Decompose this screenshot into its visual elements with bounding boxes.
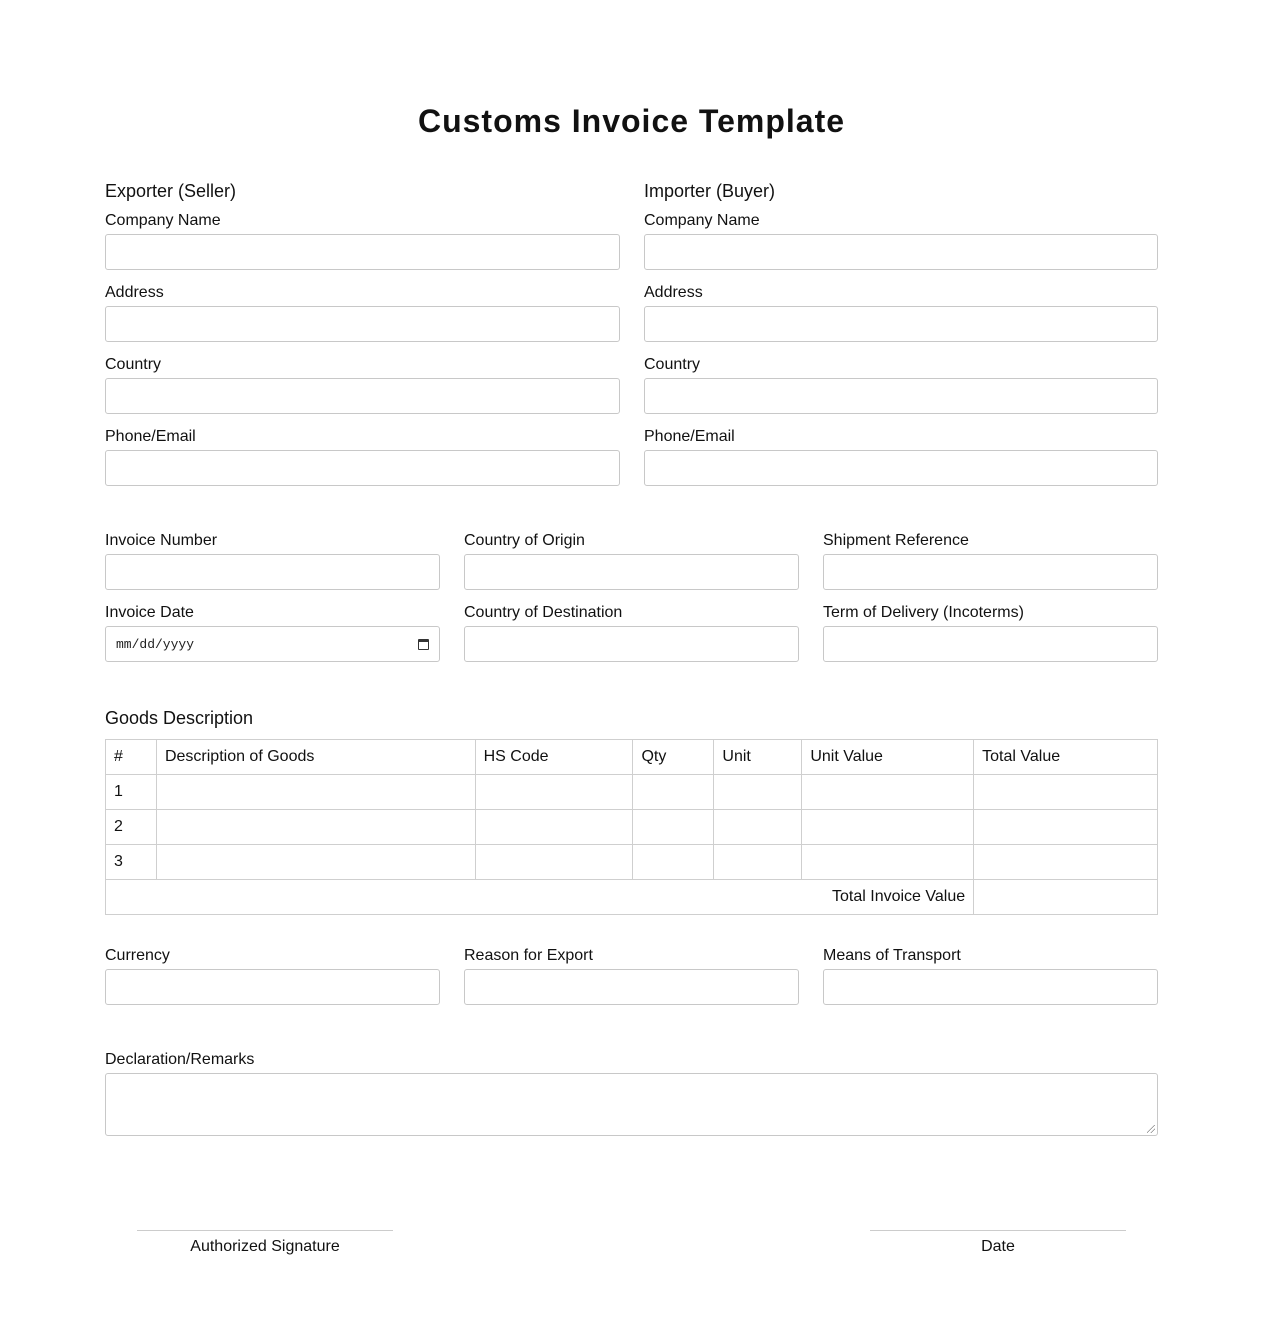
term-of-delivery-label: Term of Delivery (Incoterms) <box>823 604 1024 621</box>
exporter-heading: Exporter (Seller) <box>105 181 237 201</box>
total-invoice-value-label: Total Invoice Value <box>106 880 974 915</box>
exporter-address-label: Address <box>105 284 164 301</box>
cell-description[interactable] <box>156 810 475 845</box>
invoice-number-input[interactable] <box>105 554 440 590</box>
currency-input[interactable] <box>105 969 440 1005</box>
row-number: 2 <box>106 810 157 845</box>
col-header-unit: Unit <box>714 740 802 775</box>
cell-unit-value[interactable] <box>802 775 974 810</box>
row-number: 3 <box>106 845 157 880</box>
cell-qty[interactable] <box>633 845 714 880</box>
exporter-contact-input[interactable] <box>105 450 620 486</box>
declaration-textarea[interactable] <box>105 1073 1158 1136</box>
cell-total-value[interactable] <box>974 775 1158 810</box>
total-invoice-value-cell[interactable] <box>974 880 1158 915</box>
reason-for-export-input[interactable] <box>464 969 799 1005</box>
importer-country-label: Country <box>644 356 701 373</box>
resize-grip-icon[interactable] <box>1147 1125 1155 1133</box>
cell-qty[interactable] <box>633 775 714 810</box>
cell-total-value[interactable] <box>974 810 1158 845</box>
invoice-date-label: Invoice Date <box>105 604 194 621</box>
col-header-total-value: Total Value <box>974 740 1158 775</box>
importer-heading: Importer (Buyer) <box>644 181 776 201</box>
cell-unit-value[interactable] <box>802 810 974 845</box>
table-row <box>106 845 1158 880</box>
importer-address-input[interactable] <box>644 306 1158 342</box>
row-number: 1 <box>106 775 157 810</box>
shipment-reference-input[interactable] <box>823 554 1158 590</box>
table-row <box>106 775 1158 810</box>
invoice-date-input[interactable] <box>105 626 440 662</box>
invoice-date-placeholder: mm/dd/yyyy <box>116 636 195 652</box>
signature-line <box>137 1230 393 1231</box>
cell-description[interactable] <box>156 775 475 810</box>
cell-unit[interactable] <box>714 810 802 845</box>
term-of-delivery-input[interactable] <box>823 626 1158 662</box>
exporter-contact-label: Phone/Email <box>105 428 196 445</box>
means-of-transport-input[interactable] <box>823 969 1158 1005</box>
cell-hs-code[interactable] <box>475 845 633 880</box>
importer-contact-input[interactable] <box>644 450 1158 486</box>
shipment-reference-label: Shipment Reference <box>823 532 969 549</box>
cell-hs-code[interactable] <box>475 775 633 810</box>
signature-date-label: Date <box>981 1238 1015 1255</box>
currency-label: Currency <box>105 947 170 964</box>
exporter-address-input[interactable] <box>105 306 620 342</box>
total-row <box>106 880 1158 915</box>
importer-contact-label: Phone/Email <box>644 428 735 445</box>
calendar-icon[interactable] <box>418 639 429 650</box>
cell-unit[interactable] <box>714 775 802 810</box>
country-of-destination-input[interactable] <box>464 626 799 662</box>
declaration-label: Declaration/Remarks <box>105 1051 255 1068</box>
authorized-signature-label: Authorized Signature <box>190 1238 340 1255</box>
cell-hs-code[interactable] <box>475 810 633 845</box>
col-header-unit-value: Unit Value <box>802 740 974 775</box>
importer-address-label: Address <box>644 284 703 301</box>
col-header-hs-code: HS Code <box>475 740 633 775</box>
country-of-destination-label: Country of Destination <box>464 604 623 621</box>
cell-description[interactable] <box>156 845 475 880</box>
cell-unit[interactable] <box>714 845 802 880</box>
cell-qty[interactable] <box>633 810 714 845</box>
table-row <box>106 810 1158 845</box>
country-of-origin-input[interactable] <box>464 554 799 590</box>
goods-heading: Goods Description <box>105 708 254 728</box>
date-line <box>870 1230 1126 1231</box>
importer-company-label: Company Name <box>644 212 760 229</box>
exporter-country-input[interactable] <box>105 378 620 414</box>
col-header-qty: Qty <box>633 740 714 775</box>
exporter-company-input[interactable] <box>105 234 620 270</box>
col-header-description: Description of Goods <box>156 740 475 775</box>
country-of-origin-label: Country of Origin <box>464 532 585 549</box>
importer-company-input[interactable] <box>644 234 1158 270</box>
exporter-country-label: Country <box>105 356 162 373</box>
goods-table <box>105 739 1158 915</box>
means-of-transport-label: Means of Transport <box>823 947 961 964</box>
importer-country-input[interactable] <box>644 378 1158 414</box>
page-title: Customs Invoice Template <box>417 103 846 139</box>
exporter-company-label: Company Name <box>105 212 221 229</box>
cell-unit-value[interactable] <box>802 845 974 880</box>
cell-total-value[interactable] <box>974 845 1158 880</box>
col-header-number: # <box>106 740 157 775</box>
reason-for-export-label: Reason for Export <box>464 947 593 964</box>
invoice-number-label: Invoice Number <box>105 532 218 549</box>
table-header-row <box>106 740 1158 775</box>
